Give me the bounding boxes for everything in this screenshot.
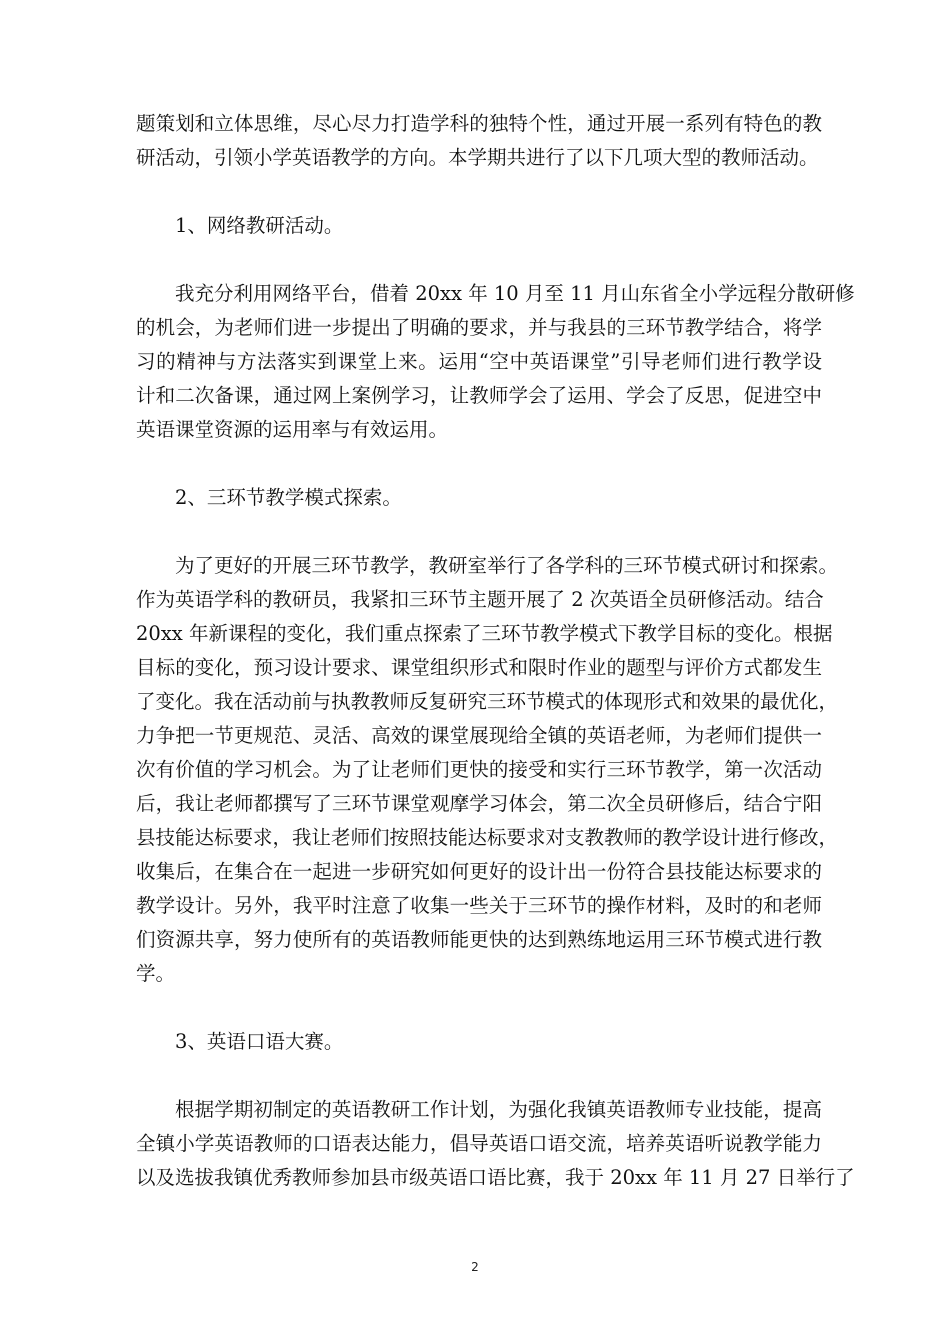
paragraph-line: 县技能达标要求，我让老师们按照技能达标要求对支教教师的教学设计进行修改， xyxy=(136,826,839,849)
paragraph-line: 研活动，引领小学英语教学的方向。本学期共进行了以下几项大型的教师活动。 xyxy=(136,146,819,169)
paragraph-line: 根据学期初制定的英语教研工作计划，为强化我镇英语教师专业技能，提高 xyxy=(175,1098,822,1121)
paragraph-line: 全镇小学英语教师的口语表达能力，倡导英语口语交流，培养英语听说教学能力 xyxy=(136,1132,822,1155)
paragraph-line: 题策划和立体思维，尽心尽力打造学科的独特个性，通过开展一系列有特色的教 xyxy=(136,112,822,135)
section-heading: 3、英语口语大赛。 xyxy=(175,1030,344,1053)
paragraph-line: 们资源共享，努力使所有的英语教师能更快的达到熟练地运用三环节模式进行教 xyxy=(136,928,822,951)
paragraph-line: 习的精神与方法落实到课堂上来。运用“空中英语课堂”引导老师们进行教学设 xyxy=(136,350,822,373)
paragraph xyxy=(136,107,822,175)
page-number: 2 xyxy=(471,1260,479,1274)
paragraph-line: 力争把一节更规范、灵活、高效的课堂展现给全镇的英语老师，为老师们提供一 xyxy=(136,724,822,747)
paragraph-line: 次有价值的学习机会。为了让老师们更快的接受和实行三环节教学，第一次活动 xyxy=(136,758,822,781)
paragraph xyxy=(136,1093,855,1195)
paragraph-line: 了变化。我在活动前与执教教师反复研究三环节模式的体现形式和效果的最优化， xyxy=(136,690,839,713)
section-heading: 1、网络教研活动。 xyxy=(175,214,344,237)
paragraph-line: 教学设计。另外，我平时注意了收集一些关于三环节的操作材料，及时的和老师 xyxy=(136,894,822,917)
paragraph-line: 为了更好的开展三环节教学，教研室举行了各学科的三环节模式研讨和探索。 xyxy=(175,554,839,577)
paragraph-line: 学。 xyxy=(136,962,176,985)
paragraph-line: 收集后，在集合在一起进一步研究如何更好的设计出一份符合县技能达标要求的 xyxy=(136,860,822,883)
section-heading: 2、三环节教学模式探索。 xyxy=(175,486,402,509)
paragraph-line: 计和二次备课，通过网上案例学习，让教师学会了运用、学会了反思，促进空中 xyxy=(136,384,822,407)
paragraph-line: 的机会，为老师们进一步提出了明确的要求，并与我县的三环节教学结合，将学 xyxy=(136,316,822,339)
paragraph xyxy=(136,549,839,991)
paragraph-line: 20xx 年新课程的变化，我们重点探索了三环节教学模式下教学目标的变化。根据 xyxy=(136,622,833,645)
paragraph-line: 以及选拔我镇优秀教师参加县市级英语口语比赛，我于 20xx 年 11 月 27 日举行了 xyxy=(136,1166,855,1189)
paragraph-line: 英语课堂资源的运用率与有效运用。 xyxy=(136,418,449,441)
paragraph xyxy=(136,277,855,447)
paragraph-line: 后，我让老师都撰写了三环节课堂观摩学习体会，第二次全员研修后，结合宁阳 xyxy=(136,792,822,815)
paragraph-line: 我充分利用网络平台，借着 20xx 年 10 月至 11 月山东省全小学远程分散研修 xyxy=(175,282,855,305)
document-body xyxy=(136,107,855,1229)
paragraph-line: 作为英语学科的教研员，我紧扣三环节主题开展了 2 次英语全员研修活动。结合 xyxy=(136,588,824,611)
paragraph-line: 目标的变化，预习设计要求、课堂组织形式和限时作业的题型与评价方式都发生 xyxy=(136,656,822,679)
